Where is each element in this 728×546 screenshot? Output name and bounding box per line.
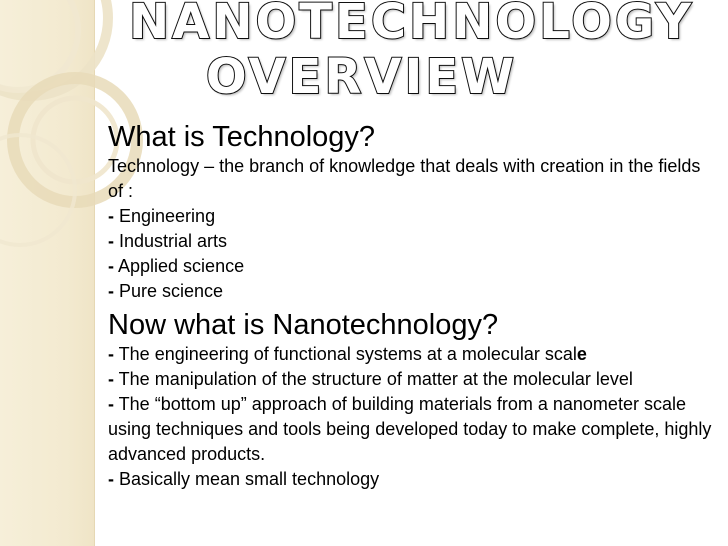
technology-definition: Technology – the branch of knowledge that deals with creation in the fields of :	[108, 156, 701, 201]
bullet-dash: -	[108, 344, 114, 364]
list-item	[108, 467, 713, 492]
list-item	[108, 392, 713, 467]
list-item	[108, 229, 713, 254]
list-item-text: Engineering	[114, 206, 216, 226]
bullet-dash: -	[108, 231, 114, 251]
list-item-text: Industrial arts	[114, 231, 228, 251]
list-item	[108, 204, 713, 229]
slide-body	[108, 120, 713, 492]
list-item	[108, 342, 713, 367]
bullet-dash: -	[108, 206, 114, 226]
list-item	[108, 279, 713, 304]
bullet-dash: -	[108, 369, 114, 389]
list-item	[108, 367, 713, 392]
list-item-bold-tail: e	[576, 344, 587, 364]
slide-title	[95, 0, 728, 104]
bullet-dash: -	[108, 394, 114, 414]
section-heading-technology: What is Technology?	[108, 121, 376, 153]
list-item-text: The “bottom up” approach of building materials from a nanometer scale using techniques and tools being developed today to make complete, highly advanced products.	[108, 394, 712, 464]
list-item-text: The manipulation of the structure of matter at the molecular level	[114, 369, 633, 389]
list-item-text: The engineering of functional systems at a molecular scal	[114, 344, 577, 364]
list-item-text: Applied science	[114, 256, 245, 276]
bullet-dash: -	[108, 256, 114, 276]
bullet-dash: -	[108, 469, 114, 489]
section-heading-nanotechnology: Now what is Nanotechnology?	[108, 309, 499, 341]
list-item-text: Basically mean small technology	[114, 469, 380, 489]
bullet-dash: -	[108, 281, 114, 301]
list-item-text: Pure science	[114, 281, 224, 301]
list-item	[108, 254, 713, 279]
title-line-2: OVERVIEW	[205, 49, 518, 105]
title-line-1: NANOTECHNOLOGY	[129, 0, 694, 50]
side-decorative-panel	[0, 0, 95, 546]
